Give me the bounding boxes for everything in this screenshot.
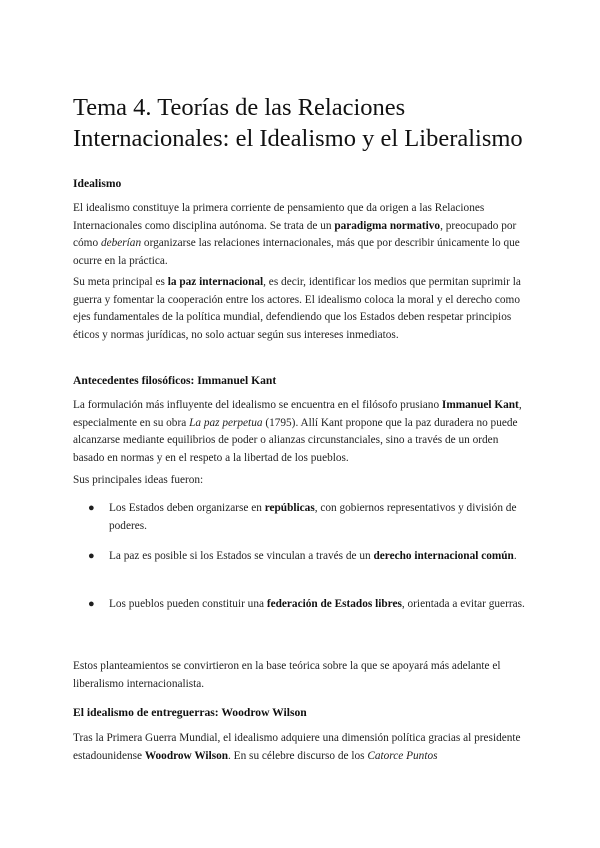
bullet-icon: ●	[88, 598, 95, 610]
text-run: Los pueblos pueden constituir una	[109, 598, 267, 610]
bold-term: paradigma normativo	[334, 219, 441, 232]
text-run: , orientada a evitar guerras.	[401, 598, 525, 610]
ideas-list	[73, 548, 528, 566]
bullet-icon: ●	[88, 502, 95, 514]
text-run: , preocupado por cómo	[73, 219, 517, 249]
text-run: , especialmente en su obra	[73, 399, 522, 429]
list-item	[73, 548, 528, 566]
paragraph-idealismo-1	[73, 200, 528, 270]
paragraph-kant-2: Sus principales ideas fueron:	[73, 474, 204, 486]
page-title: Tema 4. Teorías de las Relaciones Internacionales: el Idealismo y el Liberalismo	[73, 94, 523, 152]
text-run: El idealismo constituye la primera corriente de pensamiento que da origen a las Relaciones Internacionales como disciplina autónoma. Se trata de un	[73, 202, 485, 232]
text-run: organizarse las relaciones internacionales, más que por describir únicamente lo que ocurre en la práctica.	[73, 237, 520, 267]
section-heading-wilson: El idealismo de entreguerras: Woodrow Wilson	[73, 706, 307, 719]
paragraph-kant-3: Estos planteamientos se convirtieron en la base teórica sobre la que se apoyará más adelante el liberalismo internacionalista.	[73, 660, 501, 690]
paragraph-idealismo-2	[73, 274, 528, 344]
text-run: Su meta principal es	[73, 276, 168, 288]
text-run: .	[513, 550, 517, 562]
italic-term: La paz perpetua	[189, 416, 263, 429]
text-run: Los Estados deben organizarse en	[109, 502, 265, 514]
paragraph-kant-1	[73, 397, 528, 467]
text-run: , es decir, identificar los medios que permitan suprimir la guerra y fomentar la cooperación entre los actores. El idealismo coloca la moral y el derecho como ejes fundamentales de la política mundial, defendiendo que los Estados deben respetar principios éticos y normas jurídicas, no solo actuar según sus intereses inmediatos.	[73, 276, 521, 341]
italic-term: deberían	[100, 237, 142, 249]
text-run: . En su célebre discurso de los	[228, 749, 368, 762]
bold-term: la paz internacional	[167, 276, 264, 288]
list-item	[73, 596, 528, 614]
ideas-list	[73, 500, 528, 535]
section-heading-idealismo: Idealismo	[73, 177, 122, 190]
italic-term: Catorce Puntos	[367, 749, 438, 762]
bold-term: repúblicas	[264, 502, 315, 514]
text-run: , con gobiernos representativos y división de poderes.	[109, 502, 517, 532]
bold-term: Immanuel Kant	[441, 399, 519, 411]
bold-term: Woodrow Wilson	[144, 749, 229, 762]
text-run: Tras la Primera Guerra Mundial, el idealismo adquiere una dimensión política gracias al presidente estadounidense	[73, 732, 521, 762]
bullet-icon: ●	[88, 550, 95, 562]
text-run: (1795). Allí Kant propone que la paz duradera no puede alcanzarse mediante equilibrios de poder o alianzas circunstanciales, sino a través de un orden basado en normas y en el respeto a la libertad de los pueblos.	[73, 416, 518, 464]
list-item	[73, 500, 528, 535]
text-run: La paz es posible si los Estados se vinculan a través de un	[109, 550, 374, 562]
ideas-list	[73, 596, 528, 614]
bold-term: derecho internacional común	[373, 550, 514, 562]
section-heading-kant: Antecedentes filosóficos: Immanuel Kant	[73, 374, 277, 387]
bold-term: federación de Estados libres	[266, 598, 402, 610]
text-run: La formulación más influyente del idealismo se encuentra en el filósofo prusiano	[73, 399, 442, 411]
paragraph-wilson-1	[73, 730, 528, 765]
